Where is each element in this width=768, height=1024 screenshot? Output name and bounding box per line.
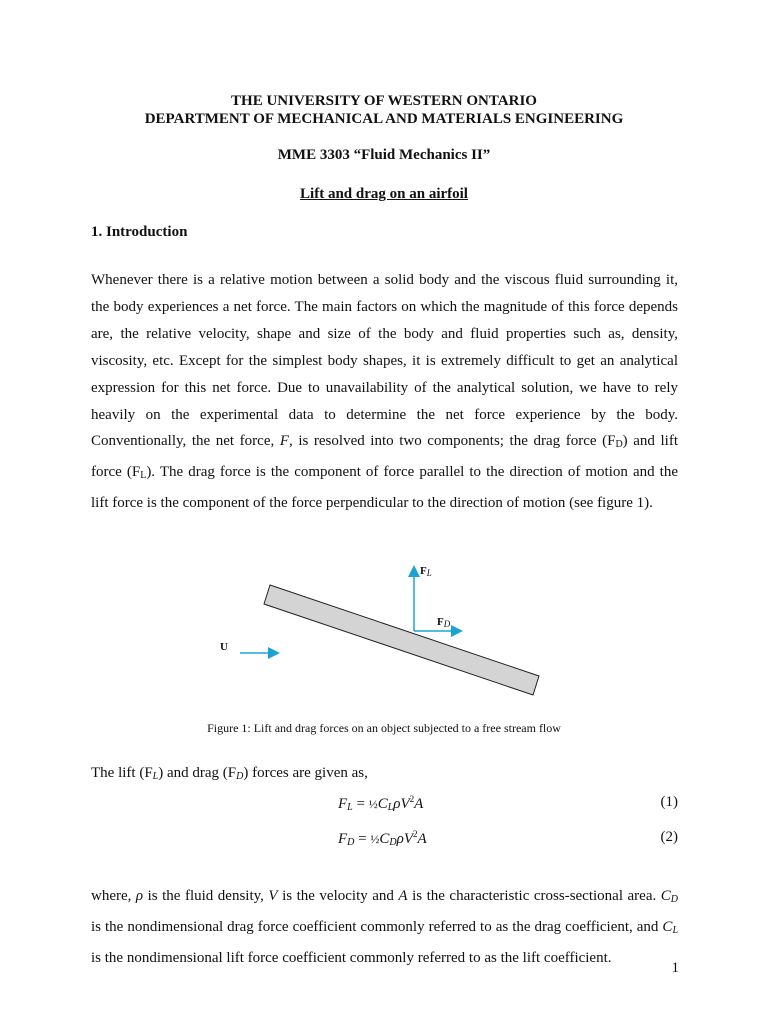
- lift-force-label: FL: [420, 565, 432, 578]
- paragraph-line: viscosity, etc. Except for the simplest body shapes, it is extremely difficult to get an analytical: [91, 352, 678, 369]
- document-title-text: Lift and drag on an airfoil: [300, 186, 468, 202]
- paragraph-line: expression for this net force. Due to unavailability of the analytical solution, we have to rely: [91, 379, 678, 396]
- course-title: MME 3303 “Fluid Mechanics II”: [277, 147, 491, 163]
- freestream-label: U: [220, 641, 228, 653]
- intro-paragraph: [91, 267, 678, 517]
- department-name: DEPARTMENT OF MECHANICAL AND MATERIALS ENGINEERING: [144, 111, 624, 127]
- paragraph-line: heavily on the experimental data to determine the net force experience by the body.: [91, 406, 678, 423]
- paragraph-line: Conventionally, the net force, F, is resolved into two components; the drag force $(F_D)$ and lift: [91, 433, 678, 451]
- page-number: 1: [671, 960, 679, 976]
- inclined-plate: [264, 585, 539, 695]
- figure-caption: Figure 1: Lift and drag forces on an object subjected to a free stream flow: [207, 721, 561, 735]
- paragraph-line: the body experiences a net force. The main factors on which the magnitude of this force depends: [91, 298, 678, 315]
- lift-equation: $F_L$ = $\frac{1}{2}C_L\rho V^2A$: [338, 794, 424, 813]
- lift-drag-figure: [200, 556, 560, 706]
- section-heading: 1. Introduction: [91, 224, 188, 240]
- drag-force-label: FD: [437, 616, 451, 629]
- paragraph-line: are, the relative velocity, shape and size of the body and fluid properties such as, density,: [91, 325, 678, 342]
- paragraph-line: is the nondimensional drag force coefficient commonly referred to as the drag coefficient, and $C_L$: [91, 918, 678, 936]
- equation-number-1: (1): [660, 794, 678, 810]
- closing-paragraph: [91, 883, 678, 972]
- paragraph-line: force $(F_L)$. The drag force is the component of force parallel to the direction of motion and the: [91, 464, 678, 482]
- drag-equation: $F_D$ = $\frac{1}{2}C_D\rho V^2A$: [338, 829, 427, 848]
- paragraph-line: where, ρ is the fluid density, V is the velocity and A is the characteristic cross-sectional area. $C_D$: [91, 888, 678, 905]
- document-title: [0, 186, 768, 203]
- equations-intro: The lift $(F_L)$ and drag $(F_D)$ forces are given as,: [91, 765, 368, 782]
- paragraph-line: lift force is the component of the force perpendicular to the direction of motion (see figure 1).: [91, 495, 653, 512]
- paragraph-line: Whenever there is a relative motion between a solid body and the viscous fluid surrounding it,: [91, 272, 678, 288]
- university-name: THE UNIVERSITY OF WESTERN ONTARIO: [231, 93, 537, 109]
- equation-number-2: (2): [660, 829, 678, 845]
- paragraph-line: is the nondimensional lift force coefficient commonly referred to as the lift coefficient.: [91, 949, 612, 966]
